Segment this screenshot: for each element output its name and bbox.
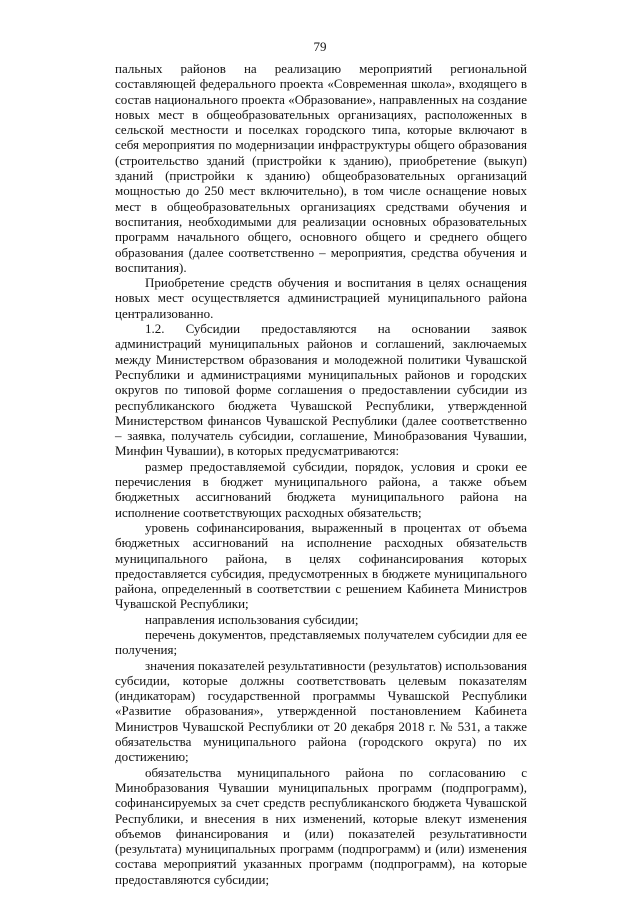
- list-item: перечень документов, представляемых получателем субсидии для ее получения;: [115, 626, 527, 658]
- paragraph: Приобретение средств обучения и воспитания в целях оснащения новых мест осуществляется администрацией муниципального района централизованно.: [115, 275, 527, 321]
- list-item: размер предоставляемой субсидии, порядок, условия и сроки ее перечисления в бюджет муниципального района, а также объем бюджетных ассигнований бюджета муниципального района на исполнение соответствующих расходных обязательств;: [115, 458, 527, 520]
- paragraph-clause-1-2: 1.2. Субсидии предоставляются на основании заявок администраций муниципальных районов и соглашений, заключаемых между Министерством образования и молодежной политики Чувашской Республики и администрациями муниципальных районов и городских округов по типовой форме соглашения о предоставлении субсидии из республиканского бюджета Чувашской Республики, утвержденной Министерством финансов Чувашской Республики (далее соответственно – заявка, получатель субсидии, соглашение, Минобразования Чувашии, Минфин Чувашии), в которых предусматриваются:: [115, 321, 527, 459]
- list-item: направления использования субсидии;: [145, 611, 359, 627]
- list-item: уровень софинансирования, выраженный в процентах от объема бюджетных ассигнований на исполнение расходных обязательств муниципального района, в целях софинансирования которых предоставляется субсидия, предусмотренных в бюджете муниципального района, определенный в соответствии с решением Кабинета Министров Чувашской Республики;: [115, 519, 527, 612]
- page-number: 79: [313, 39, 327, 54]
- paragraph-continuation: пальных районов на реализацию мероприятий региональной составляющей федерального проекта «Современная школа», входящего в состав национального проекта «Образование», направленных на создание новых мест в общеобразовательных организациях, расположенных в сельской местности и поселках городского типа, которые включают в себя мероприятия по модернизации инфраструктуры общего образования (строительство зданий (пристройки к зданию), приобретение (выкуп) зданий (пристройки к зданию) общеобразовательных организаций мощностью до 250 мест включительно), в том числе оснащение новых мест в общеобразовательных организациях средствами обучения и воспитания, необходимыми для реализации основных образовательных программ начального общего, основного общего и среднего общего образования (далее соответственно – мероприятия, средства обучения и воспитания).: [115, 61, 527, 275]
- document-body: [115, 61, 527, 887]
- list-item: значения показателей результативности (результатов) использования субсидии, которые должны соответствовать целевым показателям (индикаторам) государственной программы Чувашской Республики «Развитие образования», утвержденной постановлением Кабинета Министров Чувашской Республики от 20 декабря 2018 г. № 531, а также обязательства муниципального района (городского округа) по их достижению;: [115, 657, 527, 765]
- list-item: обязательства муниципального района по согласованию с Минобразования Чувашии муниципальных программ (подпрограмм), софинансируемых за счет средств республиканского бюджета Чувашской Республики, и внесения в них изменений, которые влекут изменения объемов финансирования и (или) показателей результативности (результата) муниципальных программ (подпрограмм) и (или) изменения состава мероприятий указанных программ (подпрограмм), на которые предоставляются субсидии;: [115, 764, 527, 887]
